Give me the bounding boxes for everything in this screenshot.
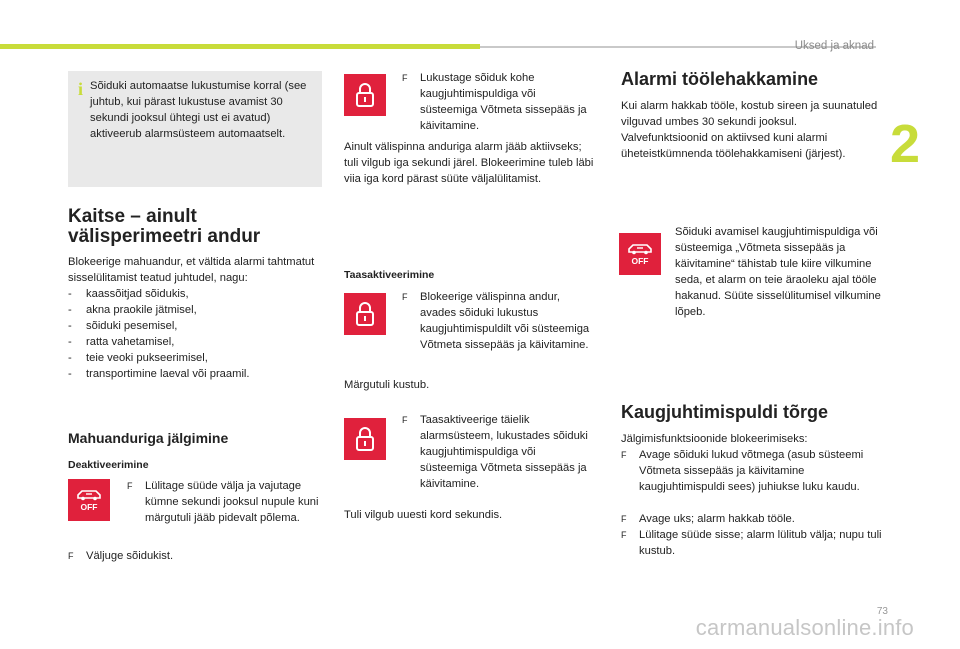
alarm-triggered-info: Sõiduki avamisel kaugjuhtimispuldiga või süsteemiga „Võtmeta sissepääs ja käivitamine“ tähistab tule kiire vilkumine seda, et alarm on teie äraoleku ajal tööle hakanud. Süüte sisselülitumisel vilkumine lõpeb.	[675, 226, 881, 318]
list-item: - transportimine laeval või praamil.	[68, 368, 250, 380]
info-text: Sõiduki automaatse lukustumise korral (see juhtub, kui pärast lukustuse avamist 30 sekundi jooksul ühtegi ust ei avatud) aktiveerub alarmsüsteem automaatselt.	[90, 80, 307, 140]
info-icon: i	[78, 79, 84, 99]
list-item: - teie veoki pukseerimisel,	[68, 352, 208, 364]
list-item: - akna praokile jätmisel,	[68, 304, 197, 316]
list-item: - ratta vahetamisel,	[68, 336, 175, 348]
bullet-icon: F	[621, 514, 627, 524]
heading-line-1: Kaitse – ainult	[68, 206, 197, 227]
bullet-icon: F	[402, 73, 408, 83]
padlock-icon	[355, 301, 375, 327]
blink-text: Tuli vilgub uuesti kord sekundis.	[344, 509, 503, 521]
exit-step-text: Väljuge sõidukist.	[86, 550, 174, 562]
section-title: Uksed ja aknad	[794, 40, 874, 52]
perimeter-active-paragraph: Ainult välispinna anduriga alarm jääb aktiivseks; tuli vilgub iga sekundi järel. Blokeerimine tuleb läbi viia iga kord pärast süüte väljalülitamist.	[344, 141, 594, 185]
lock-icon	[344, 293, 386, 335]
alarm-off-icon	[68, 479, 110, 521]
lock-icon	[344, 418, 386, 460]
reactivate-step	[402, 412, 594, 492]
car-alarm-icon	[75, 488, 103, 502]
list-item: - sõiduki pesemisel,	[68, 320, 178, 332]
step-text: Avage uks; alarm hakkab tööle.	[639, 513, 795, 525]
off-label: OFF	[80, 502, 98, 512]
heading-line-2: välisperimeetri andur	[68, 226, 261, 247]
padlock-icon	[355, 82, 375, 108]
heading-perimeter-protection	[68, 207, 328, 247]
lock-step-text: Lukustage sõiduk kohe kaugjuhtimispuldiga või süsteemiga Võtmeta sissepääs ja käivitamine.	[420, 72, 587, 132]
subheading-deactivation: Deaktiveerimine	[68, 459, 149, 471]
car-alarm-icon	[626, 242, 654, 256]
remote-failure-step	[621, 511, 883, 527]
reactivate-step-text: Taasaktiveerige täielik alarmsüsteem, lukustades sõiduki kaugjuhtimispuldiga või süsteemiga Võtmeta sissepääs ja käivitamine.	[420, 414, 588, 490]
bullet-icon: F	[621, 530, 627, 540]
remote-failure-step	[621, 527, 883, 559]
header-accent-bar	[0, 44, 480, 49]
deactivate-sensor-text: Blokeerige välispinna andur, avades sõiduki lukustus kaugjuhtimispuldilt või süsteemiga Võtmeta sissepääs ja käivitamine.	[420, 291, 590, 351]
off-step-text: Lülitage süüde välja ja vajutage kümne sekundi jooksul nupule kuni märgutuli jääb pidevalt põlema.	[145, 480, 319, 524]
bullet-icon: F	[402, 415, 408, 425]
remote-failure-intro: Jälgimisfunktsioonide blokeerimiseks:	[621, 433, 808, 445]
off-step	[127, 478, 323, 526]
alarm-off-icon	[619, 233, 661, 275]
alarm-triggering-paragraph: Kui alarm hakkab tööle, kostub sireen ja suunatuled vilguvad umbes 30 sekundi jooksul. Valvefunktsioonid on aktiivsed kuni alarmi üheteistkümnenda töölehakkamiseni (järjest).	[621, 100, 878, 160]
page-number: 73	[876, 606, 888, 617]
remote-failure-step	[621, 447, 883, 495]
off-label: OFF	[631, 256, 649, 266]
chapter-number: 2	[890, 114, 921, 174]
exit-step	[68, 548, 318, 564]
deactivate-sensor-step	[402, 289, 594, 353]
heading-alarm-triggering: Alarmi töölehakkamine	[621, 69, 819, 89]
bullet-icon: F	[621, 450, 627, 460]
bullet-icon: F	[402, 292, 408, 302]
bullet-icon: F	[68, 551, 74, 561]
list-item: - kaassõitjad sõidukis,	[68, 288, 189, 300]
step-text: Avage sõiduki lukud võtmega (asub süsteemi Võtmeta sissepääs ja käivitamine kaugjuhtimispuldi sees) juhiukse luku kaudu.	[639, 449, 864, 493]
bullet-icon: F	[127, 481, 133, 491]
heading-volumetric-monitoring: Mahuanduriga jälgimine	[68, 430, 229, 446]
subheading-reactivation: Taasaktiveerimine	[344, 269, 435, 281]
lock-icon	[344, 74, 386, 116]
heading-remote-failure: Kaugjuhtimispuldi tõrge	[621, 402, 828, 422]
light-off-text: Märgutuli kustub.	[344, 379, 430, 391]
step-text: Lülitage süüde sisse; alarm lülitub välja; nupu tuli kustub.	[639, 529, 882, 557]
padlock-icon	[355, 426, 375, 452]
watermark: carmanualsonline.info	[695, 615, 914, 640]
perimeter-intro: Blokeerige mahuandur, et vältida alarmi tahtmatut sisselülitamist teatud juhtudel, nagu:	[68, 256, 315, 284]
situations-list	[68, 286, 330, 382]
lock-step	[402, 70, 592, 134]
